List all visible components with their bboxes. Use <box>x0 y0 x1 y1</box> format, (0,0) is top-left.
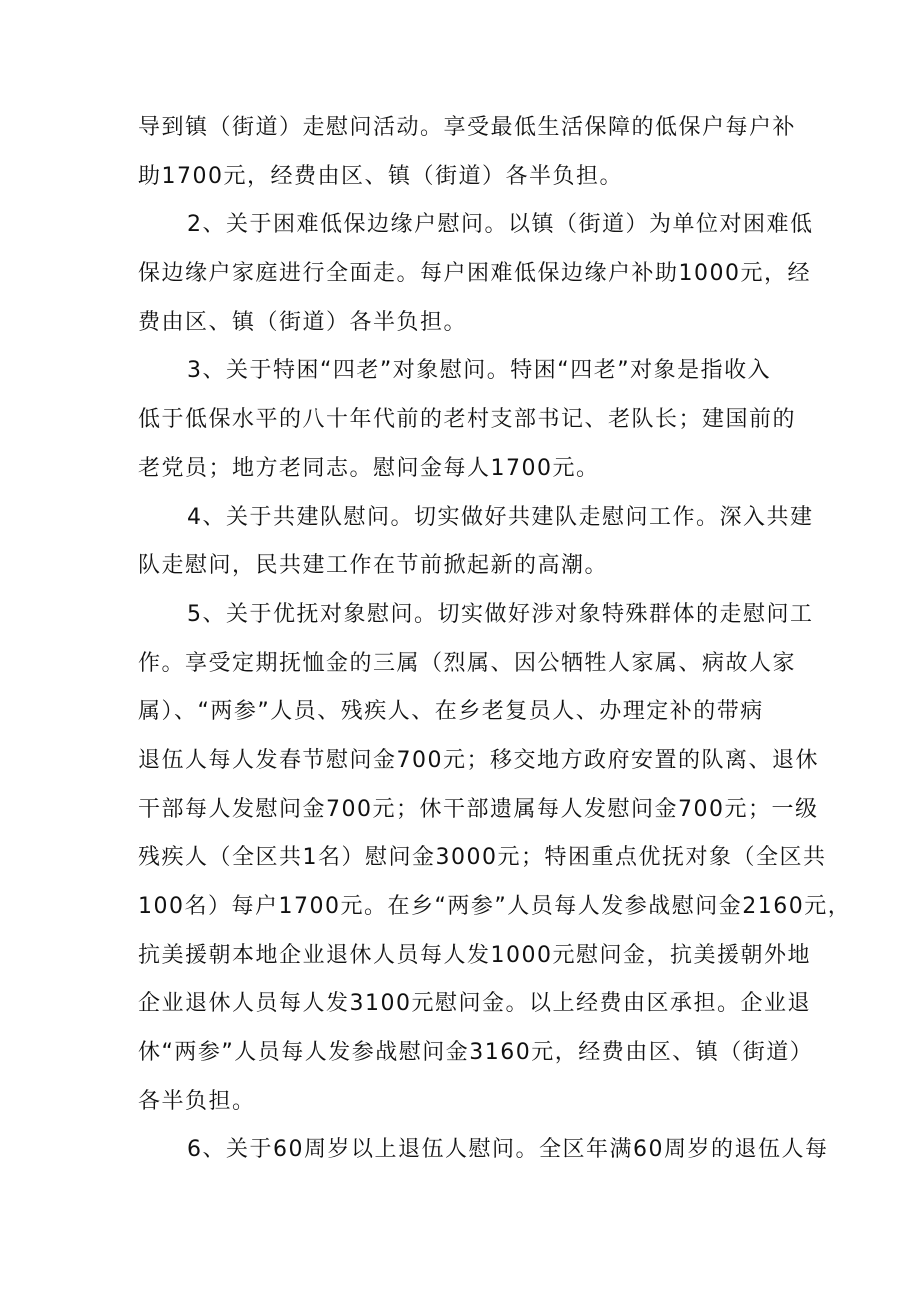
text-line: 干部每人发慰问金700元；休干部遗属每人发慰问金700元；一级 <box>138 796 819 822</box>
text-line: 抗美援朝本地企业退休人员每人发1000元慰问金，抗美援朝外地 <box>138 942 811 968</box>
text-line: 各半负担。 <box>138 1088 256 1114</box>
text-line: 属）、“两参”人员、残疾人、在乡老复员人、办理定补的带病 <box>138 699 764 725</box>
paragraph-first-line: 2、关于困难低保边缘户慰问。以镇（街道）为单位对困难低 <box>187 212 814 238</box>
text-line: 助1700元，经费由区、镇（街道）各半负担。 <box>138 163 623 189</box>
paragraph-first-line: 6、关于60周岁以上退伍人慰问。全区年满60周岁的退伍人每 <box>187 1137 829 1163</box>
text-line: 企业退休人员每人发3100元慰问金。以上经费由区承担。企业退 <box>138 991 811 1017</box>
text-line: 退伍人每人发春节慰问金700元；移交地方政府安置的队离、退休 <box>138 747 819 773</box>
text-line: 导到镇（街道）走慰问活动。享受最低生活保障的低保户每户补 <box>138 115 797 140</box>
text-line: 残疾人（全区共1名）慰问金3000元；特困重点优抚对象（全区共 <box>138 845 827 871</box>
paragraph-first-line: 3、关于特困“四老”对象慰问。特困“四老”对象是指收入 <box>187 358 772 384</box>
text-line: 队走慰问，民共建工作在节前掀起新的高潮。 <box>138 553 609 579</box>
document-body <box>138 104 852 1175</box>
text-line: 作。享受定期抚恤金的三属（烈属、因公牺牲人家属、病故人家 <box>138 650 797 676</box>
text-line: 保边缘户家庭进行全面走。每户困难低保边缘户补助1000元，经 <box>138 261 811 287</box>
text-line: 费由区、镇（街道）各半负担。 <box>138 309 468 335</box>
text-line: 休“两参”人员每人发参战慰问金3160元，经费由区、镇（街道） <box>138 1040 814 1066</box>
paragraph-first-line: 5、关于优抚对象慰问。切实做好涉对象特殊群体的走慰问工 <box>187 601 814 627</box>
paragraph-first-line: 4、关于共建队慰问。切实做好共建队走慰问工作。深入共建 <box>187 504 814 530</box>
text-line: 老党员；地方老同志。慰问金每人1700元。 <box>138 455 600 481</box>
text-line: 100名）每户1700元。在乡“两参”人员每人发参战慰问金2160元， <box>138 894 852 919</box>
text-line: 低于低保水平的八十年代前的老村支部书记、老队长；建国前的 <box>138 407 797 433</box>
